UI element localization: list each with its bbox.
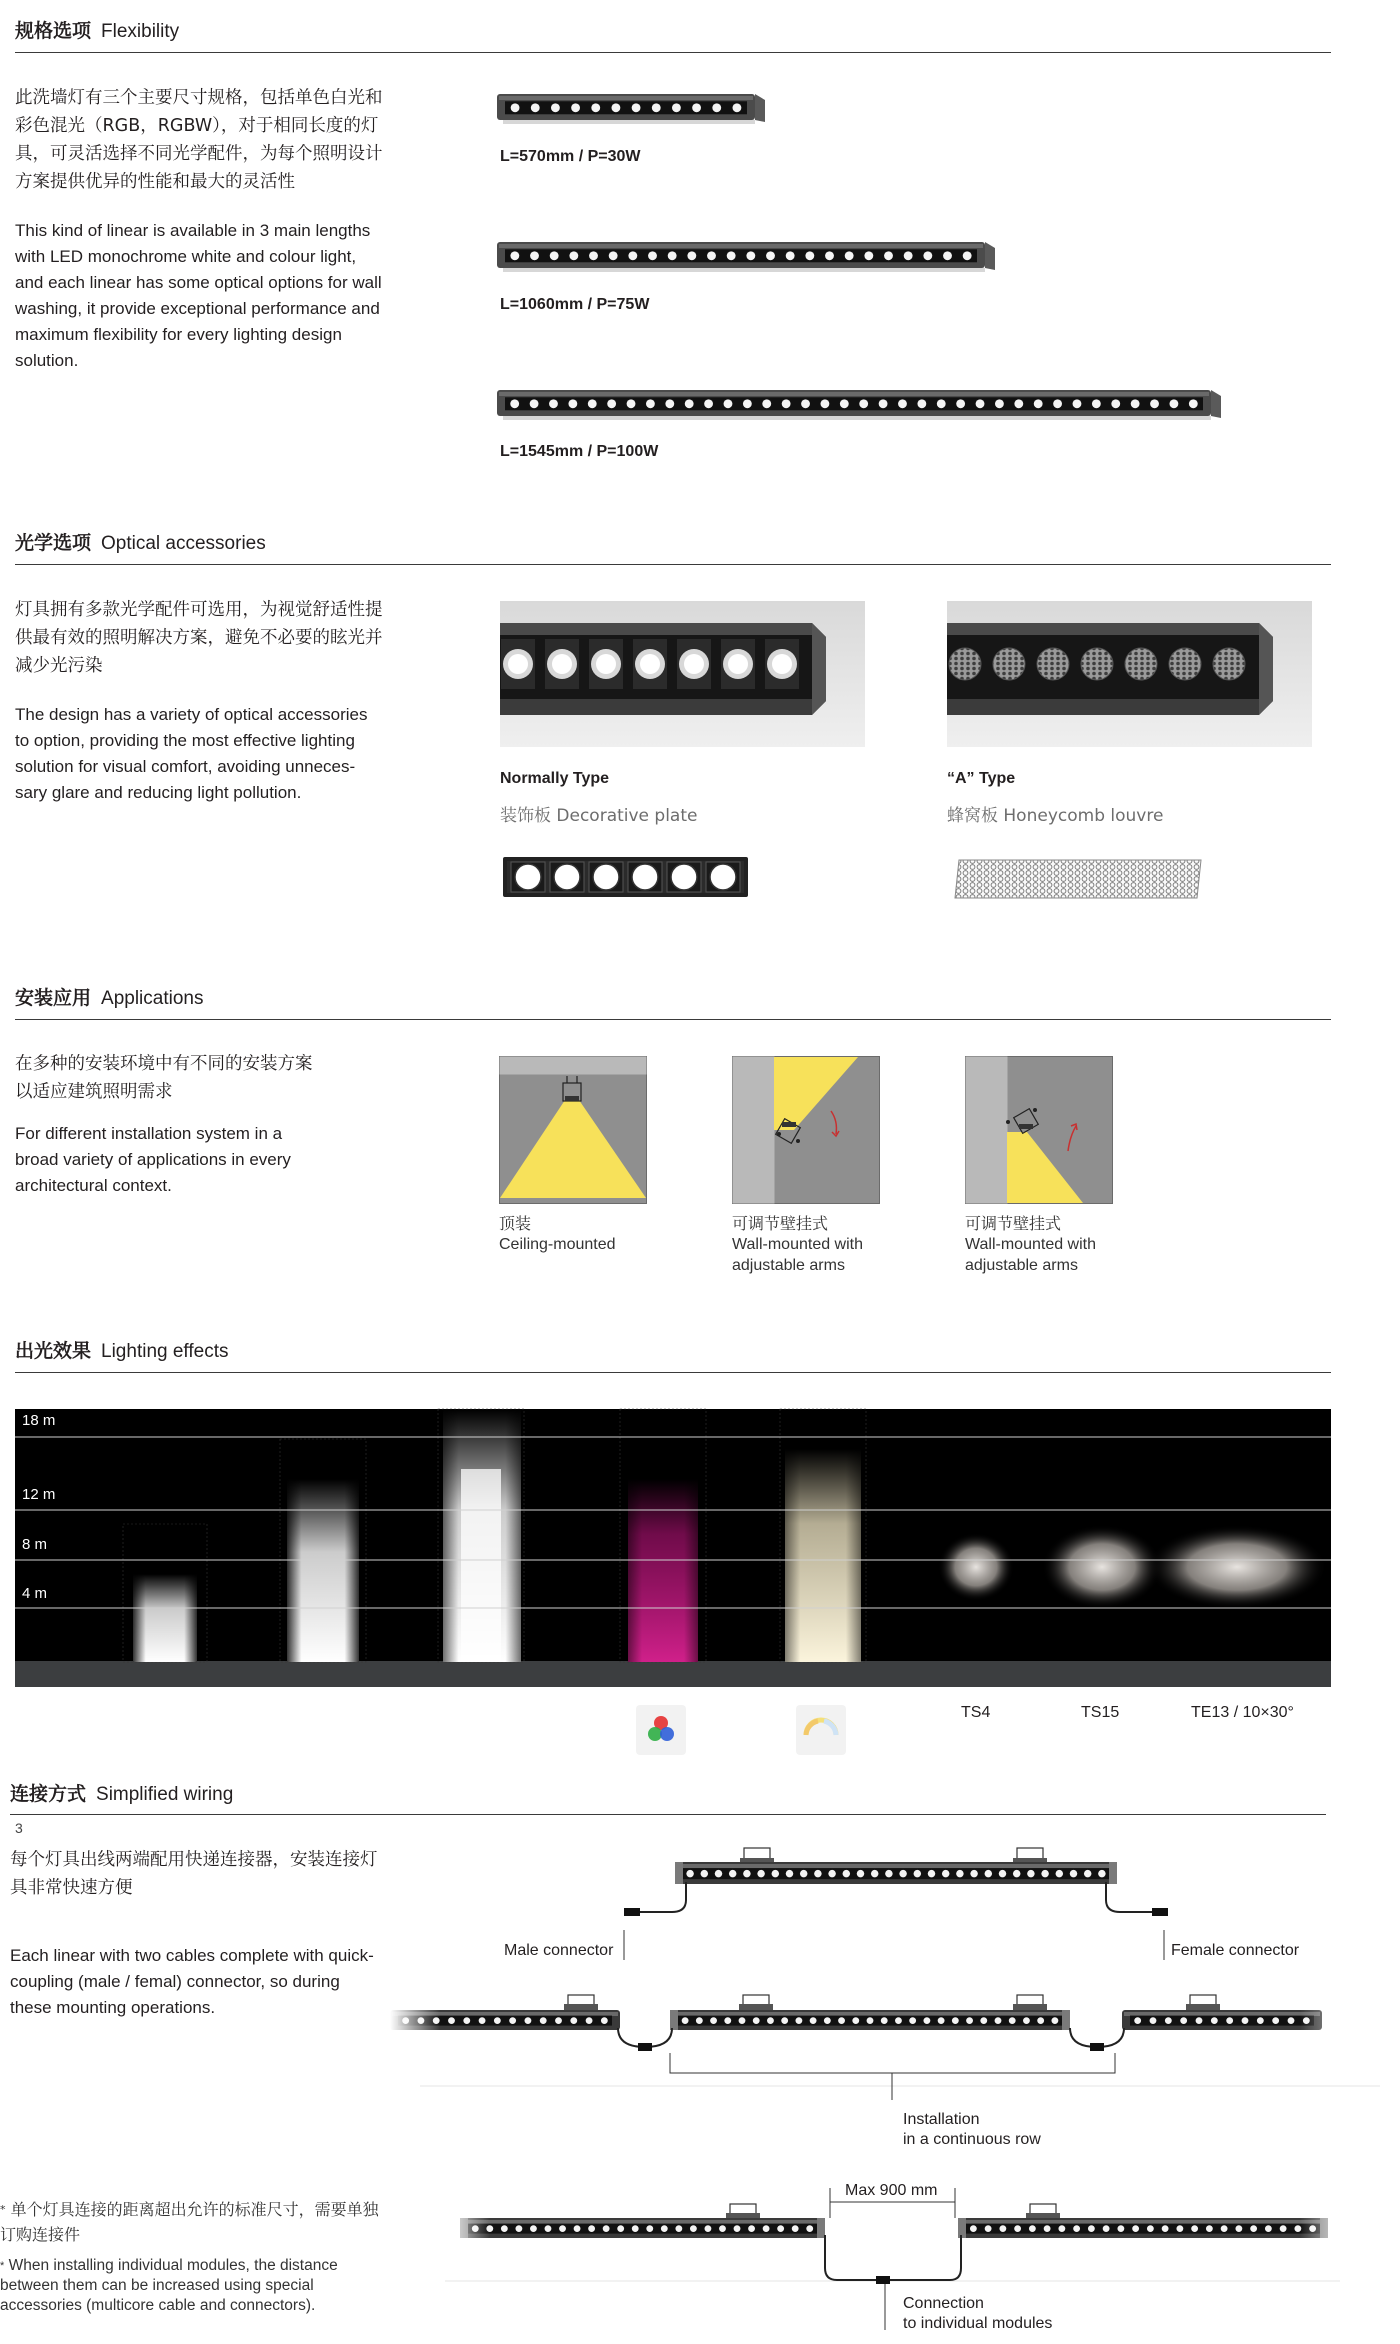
section-title-wiring (10, 1779, 233, 1806)
app-wall-label-2 (965, 1213, 1135, 1276)
linear-bar (958, 2218, 1328, 2238)
max-distance-label: Max 900 mm (845, 2182, 938, 2199)
wiring-desc-en: Each linear with two cables complete with quick-coupling (male / femal) connector, so during these mounting operations. (10, 1946, 374, 2017)
spot-label-ts15: TS15 (1081, 1704, 1120, 1721)
male-connector-label: Male connector (504, 1942, 614, 1959)
optics-desc-zh: 灯具拥有多款光学配件可选用，为视觉舒适性提供最有效的照明解决方案，避免不必要的眩光并减少光污染 (15, 600, 383, 676)
spot-te13 (1147, 1525, 1327, 1609)
height-label-18m: 18 m (22, 1412, 56, 1429)
section-divider (15, 564, 1331, 565)
note-en-text: When installing individual modules, the distance between them can be increased using special accessories (multicore cable and connectors). (0, 2257, 338, 2314)
app-label-zh: 顶装 (499, 1214, 532, 1233)
section-title-applications (15, 983, 203, 1010)
title-zh: 安装应用 (15, 987, 92, 1009)
app-label-zh: 可调节壁挂式 (965, 1214, 1062, 1233)
wall-mounted-diagram-2 (965, 1056, 1113, 1204)
app-label-zh: 可调节壁挂式 (732, 1214, 829, 1233)
spot-label-ts4: TS4 (961, 1704, 991, 1721)
section-title-flexibility (15, 16, 179, 43)
optics-desc-en: The design has a variety of optical accessories to option, providing the most effective lighting solution for visual comfort, avoiding unneces-sary glare and reducing light pollution. (15, 705, 368, 802)
height-label-4m: 4 m (22, 1585, 48, 1602)
app-wall-label-1 (732, 1213, 902, 1276)
title-en: Lighting effects (101, 1341, 229, 1362)
linear-bar (497, 94, 755, 120)
warm-white-color-icon (796, 1705, 846, 1755)
honeycomb-louvre-part-icon (955, 858, 1205, 900)
spot-ts4 (938, 1533, 1014, 1601)
connection-label-line2: to individual modules (903, 2315, 1053, 2332)
page-number: 3 (15, 1820, 23, 1836)
note-zh-text: 单个灯具连接的距离超出允许的标准尺寸，需要单独订购连接件 (0, 2200, 379, 2244)
title-en: Simplified wiring (96, 1784, 234, 1805)
size-label-1060: L=1060mm / P=75W (500, 296, 650, 313)
applications-desc-en: For different installation system in a broad variety of applications in every architectural context. (15, 1124, 291, 1195)
decorative-plate-photo (500, 601, 865, 747)
flexibility-desc-en: This kind of linear is available in 3 main lengths with LED monochrome white and colour light, and each linear has some optical options for wall washing, it provide exceptional performance and maximum flexibility for every lighting design solution. (15, 221, 382, 370)
height-label-8m: 8 m (22, 1536, 48, 1553)
height-label-12m: 12 m (22, 1486, 56, 1503)
linear-bar (497, 242, 985, 268)
linear-bar (460, 2218, 825, 2238)
wiring-desc-zh: 每个灯具出线两端配用快递连接器，安装连接灯具非常快速方便 (10, 1850, 378, 1898)
size-label-570: L=570mm / P=30W (500, 148, 641, 165)
app-label-en: Wall-mounted with adjustable arms (965, 1236, 1097, 1274)
optic-name-honeycomb: 蜂窝板 Honeycomb louvre (947, 806, 1164, 826)
decorative-plate-part-icon (502, 855, 752, 900)
title-zh: 光学选项 (15, 532, 92, 554)
linear-570mm-image (497, 90, 767, 130)
linear-1545mm-image (497, 386, 1223, 426)
linear-1060mm-image (497, 238, 997, 278)
optic-type-normal: Normally Type (500, 770, 610, 787)
wiring-individual-modules (440, 2180, 1360, 2340)
ceiling-mounted-diagram (499, 1056, 647, 1204)
connection-label-line1: Connection (903, 2295, 984, 2312)
linear-bar (675, 1862, 1117, 1884)
app-ceiling-label (499, 1213, 659, 1255)
female-connector-label: Female connector (1171, 1942, 1300, 1959)
note-zh: * 单个灯具连接的距离超出允许的标准尺寸，需要单独订购连接件 (0, 2200, 379, 2244)
title-en: Optical accessories (101, 533, 266, 554)
section-divider (15, 1019, 1331, 1020)
size-label-1545: L=1545mm / P=100W (500, 443, 659, 460)
spot-ts15 (1042, 1525, 1162, 1609)
flexibility-desc-zh: 此洗墙灯有三个主要尺寸规格，包括单色白光和彩色混光（RGB，RGBW），对于相同长度的灯具，可灵活选择不同光学配件，为每个照明设计方案提供优异的性能和最大的灵活性 (15, 88, 383, 192)
wall-mounted-diagram-1 (732, 1056, 880, 1204)
title-zh: 连接方式 (10, 1783, 87, 1805)
linear-bar (1122, 2010, 1322, 2030)
linear-bar (497, 390, 1211, 416)
title-en: Applications (101, 988, 204, 1009)
optic-type-a: “A” Type (947, 770, 1016, 787)
title-zh: 规格选项 (15, 20, 92, 42)
app-label-en: Ceiling-mounted (499, 1236, 616, 1253)
spot-label-te13: TE13 / 10×30° (1191, 1704, 1294, 1721)
applications-desc-zh: 在多种的安装环境中有不同的安装方案以适应建筑照明需求 (15, 1054, 313, 1102)
section-divider (15, 52, 1331, 53)
install-label-line1: Installation (903, 2111, 980, 2128)
linear-bar (670, 2010, 1070, 2030)
section-divider (15, 1372, 1331, 1373)
optic-name-decorative: 装饰板 Decorative plate (500, 806, 698, 826)
note-en: * When installing individual modules, the distance between them can be increased using special accessories (multicore cable and connectors). (0, 2257, 338, 2314)
section-title-optics (15, 528, 266, 555)
honeycomb-louvre-photo (947, 601, 1312, 747)
wiring-continuous-row (420, 1985, 1380, 2100)
section-divider (10, 1814, 1326, 1815)
install-label-line2: in a continuous row (903, 2131, 1041, 2148)
lighting-effects-panel (15, 1409, 1331, 1687)
beam-18m (438, 1409, 524, 1662)
section-title-effects (15, 1336, 228, 1363)
app-label-en: Wall-mounted with adjustable arms (732, 1236, 864, 1274)
title-en: Flexibility (101, 21, 180, 42)
rgb-color-icon (636, 1705, 686, 1755)
title-zh: 出光效果 (15, 1340, 92, 1362)
connection-label (903, 2294, 1052, 2334)
install-label (903, 2110, 1041, 2150)
